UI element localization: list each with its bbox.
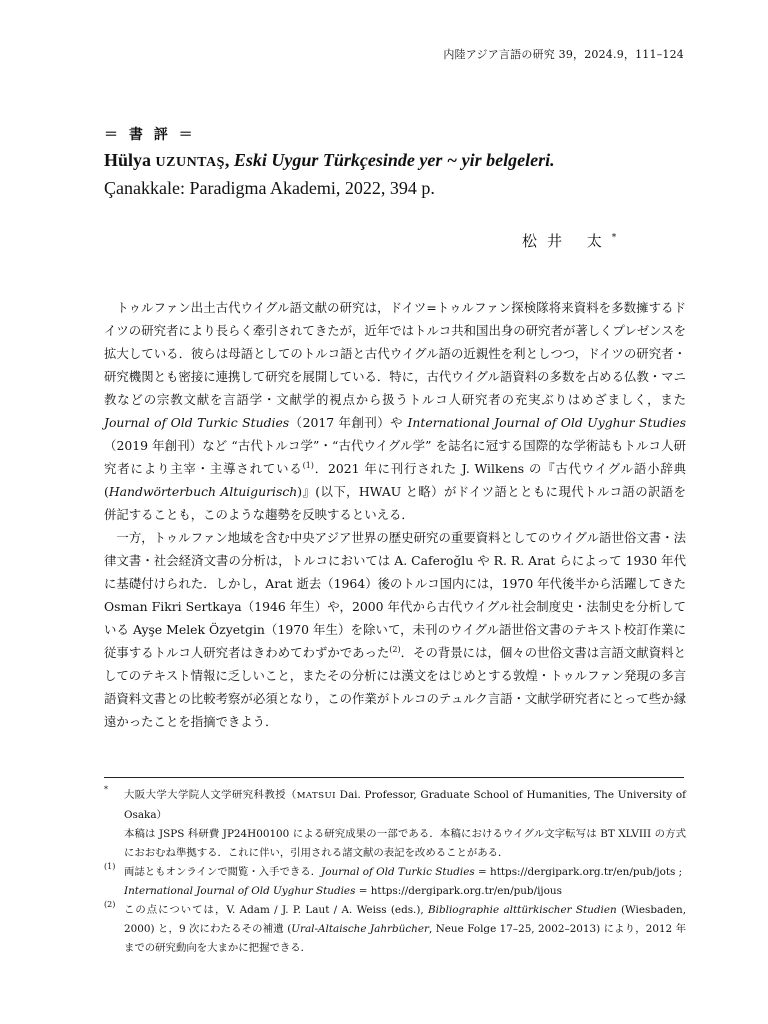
author-separator: , <box>224 150 234 170</box>
fn-star-text-2: Dai. Professor, Graduate School of Humanities, The University of Osaka） <box>124 789 686 821</box>
paragraph-2 <box>104 526 686 733</box>
running-head: 内陸アジア言語の研究 39，2024.9，111–124 <box>443 48 684 61</box>
p2-text-2: ．その背景には，個々の世俗文書は言語文献資料としてのテキスト情報に乏しいこと，またその分析には漢文をはじめとする敦煌・トゥルファン発現の多言語資料文書との比較考察が必須となり，この作業がトルコのテュルク言語・文献学研究者にとって些か縁遠かったことを指摘できよう． <box>104 645 686 729</box>
reviewer-name: 松井 太 <box>522 232 612 250</box>
fn2-journal-title: Ural-Altaische Jahrbücher <box>291 923 429 935</box>
fn-star-smallcaps: MATSUI <box>296 791 336 801</box>
p2-text-1: 一方，トゥルファン地域を含む中央アジア世界の歴史研究の重要資料としてのウイグル語世俗文書・法律文書・社会経済文書の分析は，トルコにおいては A. Caferoğlu や R. R. Arat らによって 1930 年代に基礎付けられた．しかし，Arat 逝去（1964）後のトルコ国内には，1970 年代後半から活躍してきた Osman Fikri Sertkaya（1946 年生）や，2000 年代から古代ウイグル社会制度史・法制史を分析している Ayşe Melek Özyetgin（1970 年生）を除いて，未刊のウイグル語世俗文書のテキスト校訂作業に従事するトルコ人研究者はきわめてわずかであった <box>104 530 686 660</box>
journal-ijous: International Journal of Old Uyghur Studies <box>407 415 687 430</box>
book-publication: Çanakkale: Paradigma Akademi, 2022, 394 p. <box>104 178 435 198</box>
body-text <box>104 296 686 733</box>
fn1-journal-ijous: International Journal of Old Uyghur Studies <box>124 885 356 897</box>
fn1-url-jots: = https://dergipark.org.tr/en/pub/jots ; <box>474 866 683 878</box>
fn-star-text-1: 大阪大学大学院人文学研究科教授（ <box>124 789 297 801</box>
fn2-text-3: , Neue Folge 17–25, 2002–2013) により，2012 年までの研究動向を大まかに把握できる． <box>124 923 686 954</box>
book-title: Eski Uygur Türkçesinde yer ~ yir belgeleri. <box>233 150 555 170</box>
footnote-1-mark: (1) <box>104 862 116 871</box>
book-author-title <box>104 150 555 171</box>
dictionary-title: Handwörterbuch Altuigurisch <box>108 484 298 499</box>
footnote-2-mark: (2) <box>104 900 116 909</box>
section-label: ＝ 書 評 ＝ <box>104 127 196 143</box>
footnote-1 <box>104 863 686 901</box>
footnote-ref-1: (1) <box>302 460 314 470</box>
footnote-star-note: 本稿は JSPS 科研費 JP24H00100 による研究成果の一部である．本稿におけるウイグル文字転写は BT XLVIII の方式におおむね準拠する．これに伴い，引用される諸文献の表記を改めることがある． <box>124 828 686 859</box>
p1-text-1: トゥルファン出土古代ウイグル語文献の研究は，ドイツ=トゥルファン探検隊将来資料を多数擁するドイツの研究者により長らく牽引されてきたが，近年ではトルコ共和国出身の研究者が著しくプレゼンスを拡大している．彼らは母語としてのトルコ語と古代ウイグル語の近親性を利としつつ，ドイツの研究者・研究機関とも密接に連携して研究を展開している．特に，古代ウイグル語資料の多数を占める仏教・マニ教などの宗教文献を言語学・文献学的視点から扱うトルコ人研究者の充実ぶりはめざましく，また <box>104 300 686 407</box>
fn1-journal-jots: Journal of Old Turkic Studies <box>321 866 475 878</box>
fn2-text-2: (Wiesbaden, 2000) と，9 次にわたるその補遺 ( <box>124 904 686 935</box>
paragraph-1 <box>104 296 686 526</box>
journal-jots: Journal of Old Turkic Studies <box>104 415 290 430</box>
fn1-url-ijous: = https://dergipark.org.tr/en/pub/ijous <box>355 885 562 897</box>
author-given-name: Hülya <box>104 150 156 170</box>
p1-text-4: ．2021 年に刊行された J. Wilkens の『古代ウイグル語小辞典 ( <box>104 461 686 499</box>
fn2-text-1: この点については，V. Adam / J. P. Laut / A. Weiss (eds.), <box>124 904 429 916</box>
footnote-ref-2: (2) <box>389 644 401 654</box>
footnote-divider <box>104 777 684 778</box>
footnote-star <box>104 786 686 863</box>
author-family-name: UZUNTAŞ <box>155 155 225 170</box>
footnote-2-text <box>124 901 686 958</box>
p1-text-3: （2019 年創刊）など “古代トルコ学”・“古代ウイグル学” を誌名に冠する国際的な学術誌もトルコ人研究者により主宰・主導されている <box>104 438 686 476</box>
footnote-star-affiliation <box>124 786 686 825</box>
footnote-2 <box>104 901 686 958</box>
footnote-1-text <box>124 863 686 901</box>
footnotes <box>104 786 686 958</box>
reviewer-footnote-mark: * <box>611 233 617 243</box>
p1-text-5: )』(以下，HWAU と略）がドイツ語とともに現代トルコ語の訳語を併記することも，このような趨勢を反映するといえる． <box>104 484 686 522</box>
reviewer <box>522 230 616 251</box>
fn1-text-1: 両誌ともオンラインで閲覧・入手できる． <box>124 866 322 878</box>
footnote-star-mark: * <box>104 785 108 794</box>
p1-text-2: （2017 年創刊）や <box>289 415 408 430</box>
fn2-bibliography-title: Bibliographie alttürkischer Studien <box>428 904 617 916</box>
